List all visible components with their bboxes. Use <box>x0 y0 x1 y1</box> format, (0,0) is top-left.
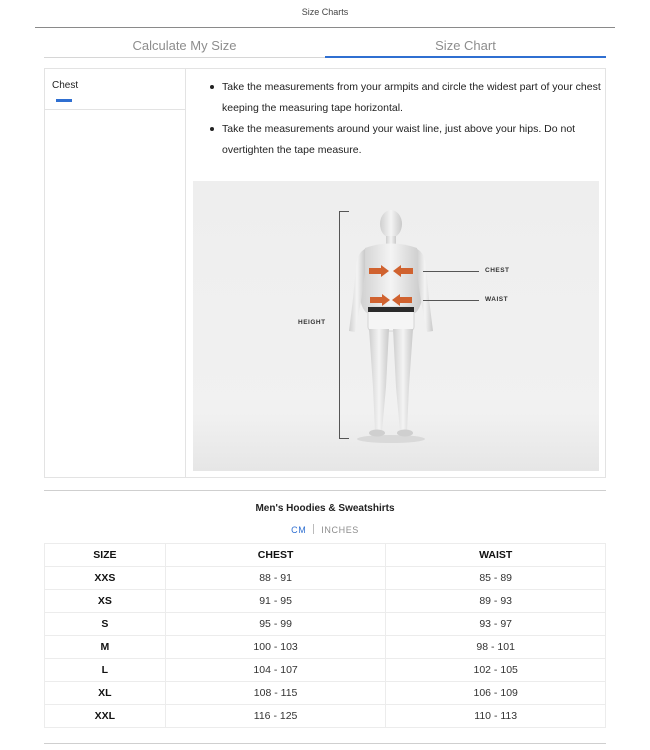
size-table-title: Men's Hoodies & Sweatshirts <box>255 503 395 514</box>
height-line-bottom-tick <box>339 438 349 439</box>
page-title: Size Charts <box>301 7 349 17</box>
chest-cell: 88 - 91 <box>165 567 386 590</box>
header-divider <box>35 27 615 28</box>
body-measurement-figure <box>193 181 599 471</box>
table-row <box>45 590 606 613</box>
instruction-waist: Take the measurements around your waist line, just above your hips. Do not overtighten the tape measure. <box>208 119 601 161</box>
size-cell: XXS <box>45 567 166 590</box>
waist-cell: 110 - 113 <box>386 705 606 728</box>
waist-cell: 102 - 105 <box>386 659 606 682</box>
table-row <box>45 705 606 728</box>
waist-cell: 85 - 89 <box>386 567 606 590</box>
header-waist: WAIST <box>386 544 606 567</box>
tab-calculate-my-size[interactable]: Calculate My Size <box>44 36 325 58</box>
table-header-row <box>45 544 606 567</box>
chest-cell: 116 - 125 <box>165 705 386 728</box>
height-label: HEIGHT <box>298 319 326 326</box>
size-cell: S <box>45 613 166 636</box>
section-divider <box>44 490 606 491</box>
table-row <box>45 659 606 682</box>
chest-label: CHEST <box>485 267 510 274</box>
chest-leader-line <box>423 271 479 272</box>
size-chart-panel <box>44 68 606 478</box>
table-row <box>45 636 606 659</box>
tab-bar <box>44 36 606 58</box>
sidebar-active-indicator <box>56 99 72 102</box>
waist-cell: 98 - 101 <box>386 636 606 659</box>
measurement-instructions <box>208 77 601 161</box>
table-row <box>45 567 606 590</box>
measurement-sidebar <box>45 69 186 110</box>
chest-cell: 100 - 103 <box>165 636 386 659</box>
waist-cell: 89 - 93 <box>386 590 606 613</box>
waist-label: WAIST <box>485 296 509 303</box>
height-line <box>339 211 340 439</box>
sidebar-item-chest[interactable]: Chest <box>52 80 79 91</box>
chest-cell: 104 - 107 <box>165 659 386 682</box>
tab-size-chart[interactable]: Size Chart <box>325 36 606 58</box>
size-cell: XXL <box>45 705 166 728</box>
unit-inches-button[interactable]: INCHES <box>321 525 359 535</box>
size-table <box>44 543 606 728</box>
footer-divider <box>44 743 606 744</box>
unit-cm-button[interactable]: CM <box>291 525 307 535</box>
size-cell: XS <box>45 590 166 613</box>
size-cell: L <box>45 659 166 682</box>
size-cell: M <box>45 636 166 659</box>
header-size: SIZE <box>45 544 166 567</box>
chest-cell: 108 - 115 <box>165 682 386 705</box>
waist-cell: 93 - 97 <box>386 613 606 636</box>
mannequin-illustration <box>193 181 599 471</box>
unit-separator <box>313 524 314 534</box>
unit-toggle <box>0 524 650 535</box>
header-chest: CHEST <box>165 544 386 567</box>
chest-cell: 95 - 99 <box>165 613 386 636</box>
content-divider <box>185 109 186 478</box>
waist-cell: 106 - 109 <box>386 682 606 705</box>
chest-cell: 91 - 95 <box>165 590 386 613</box>
instruction-chest: Take the measurements from your armpits and circle the widest part of your chest keeping the measuring tape horizontal. <box>208 77 601 119</box>
table-row <box>45 613 606 636</box>
size-cell: XL <box>45 682 166 705</box>
height-line-top-tick <box>339 211 349 212</box>
table-row <box>45 682 606 705</box>
waist-leader-line <box>423 300 479 301</box>
